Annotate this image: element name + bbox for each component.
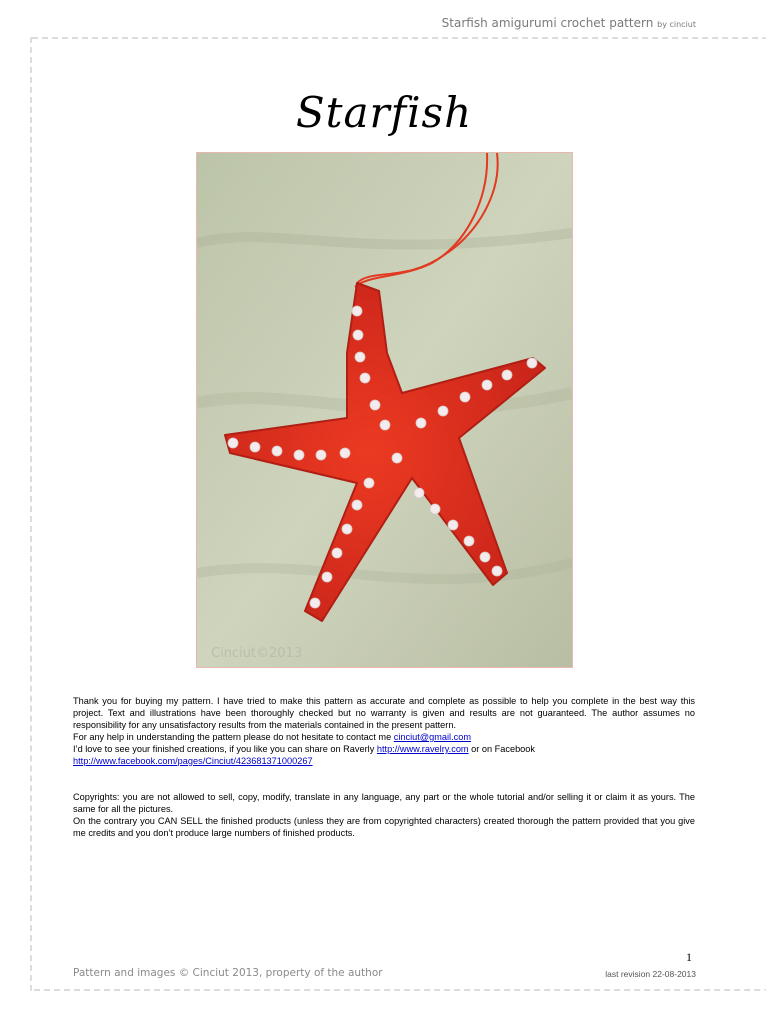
intro-section [73, 695, 695, 839]
photo-watermark: Cinciut©2013 [211, 646, 303, 661]
header-title: Starfish amigurumi crochet pattern [441, 16, 654, 30]
page-number: 1 [686, 950, 692, 964]
copyright-paragraph: Copyrights: you are not allowed to sell, copy, modify, translate in any language, any part or the whole tutorial and/or selling it or claim it as yours. The same for all the pictures. [73, 792, 695, 814]
share-line [73, 743, 695, 755]
spacer [73, 767, 695, 791]
running-header [442, 16, 696, 30]
page-title: Starfish [295, 88, 473, 137]
share-text: I’d love to see your finished creations, if you like you can share on Raverly [73, 744, 377, 754]
footer-revision: last revision 22-08-2013 [605, 969, 696, 979]
facebook-text: or on Facebook [468, 744, 535, 754]
selling-paragraph: On the contrary you CAN SELL the finished products (unless they are from copyrighted characters) created thorough the pattern provided that you give me credits and you don’t produce large numbers of finished products. [73, 816, 695, 838]
contact-line [73, 731, 695, 743]
intro-paragraph: Thank you for buying my pattern. I have tried to make this pattern as accurate and complete as possible to help you complete in the best way this project. Text and illustrations have been thoroughly checked but no warranty is given and results are not guaranteed. The author assumes no responsibility for any unsatisfactory results from the materials contained in the present pattern. [73, 696, 695, 730]
footer-copyright: Pattern and images © Cinciut 2013, property of the author [73, 967, 383, 979]
contact-text: For any help in understanding the pattern please do not hesitate to contact me [73, 732, 394, 742]
ravelry-link[interactable]: http://www.ravelry.com [376, 744, 469, 754]
email-link[interactable]: cinciut@gmail.com [393, 732, 471, 742]
header-byline: by cinciut [657, 20, 696, 29]
facebook-line [73, 755, 695, 767]
facebook-link[interactable]: http://www.facebook.com/pages/Cinciut/423681371000267 [73, 756, 313, 766]
starfish-photo [196, 152, 573, 668]
